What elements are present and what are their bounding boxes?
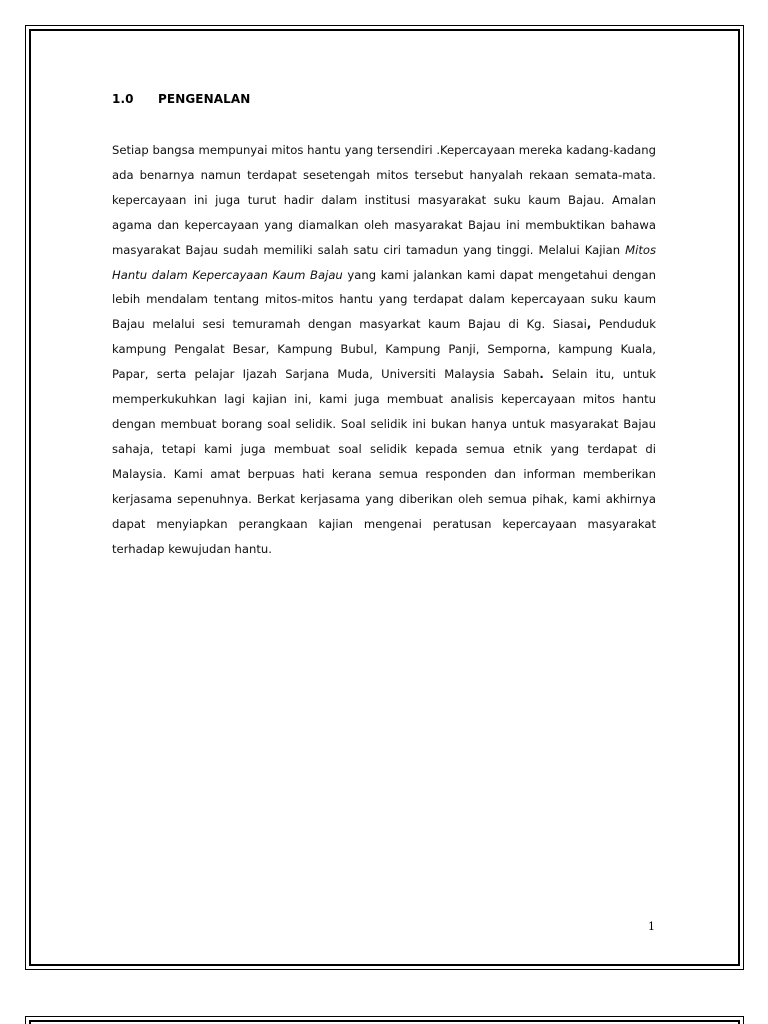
section-heading xyxy=(112,92,250,106)
page-number: 1 xyxy=(648,920,655,933)
section-title: PENGENALAN xyxy=(158,92,251,106)
next-page-frame xyxy=(25,1016,744,1024)
paragraph-part-4: Selain itu, untuk memperkukuhkan lagi kajian ini, kami juga membuat analisis kepercayaan mitos hantu dengan membuat borang soal selidik. Soal selidik ini bukan hanya untuk masyarakat Bajau sahaja, tetapi kami juga membuat soal selidik kepada semua etnik yang terdapat di Malaysia. Kami amat berpuas hati kerana semua responden dan informan memberikan kerjasama sepenuhnya. Berkat kerjasama yang diberikan oleh semua pihak, kami akhirnya dapat menyiapkan perangkaan kajian mengenai peratusan kepercayaan masyarakat terhadap kewujudan hantu. xyxy=(112,367,657,556)
paragraph-part-3: Penduduk kampung Pengalat Besar, Kampung Bubul, Kampung Panji, Semporna, kampung Kuala, Papar, serta pelajar Ijazah Sarjana Muda, Universiti Malaysia Sabah xyxy=(112,317,656,382)
section-number: 1.0 xyxy=(112,92,134,106)
bold-comma: , xyxy=(586,317,592,332)
paragraph-part-2: yang kami jalankan kami dapat mengetahui dengan lebih mendalam tentang mitos-mitos hantu yang terdapat dalam kepercayaan suku kaum Bajau melalui sesi temuramah dengan masyarkat kaum Bajau di Kg. Siasai xyxy=(112,267,656,332)
paragraph-part-1: Setiap bangsa mempunyai mitos hantu yang tersendiri .Kepercayaan mereka kadang-kadang ada benarnya namun terdapat sesetengah mitos tersebut hanyalah rekaan semata-mata. kepercayaan ini juga turut hadir dalam institusi masyarakat suku kaum Bajau. Amalan agama dan kepercayaan yang diamalkan oleh masyarakat Bajau ini membuktikan bahawa masyarakat Bajau sudah memiliki salah satu ciri tamadun yang tinggi. Melalui Kajian xyxy=(112,143,656,257)
bold-period: . xyxy=(539,367,544,382)
body-paragraph xyxy=(112,138,656,561)
paragraph-text xyxy=(112,138,656,561)
study-title-italic: Mitos Hantu dalam Kepercayaan Kaum Bajau xyxy=(112,242,656,282)
next-page-frame-inner-border xyxy=(29,1020,740,1024)
